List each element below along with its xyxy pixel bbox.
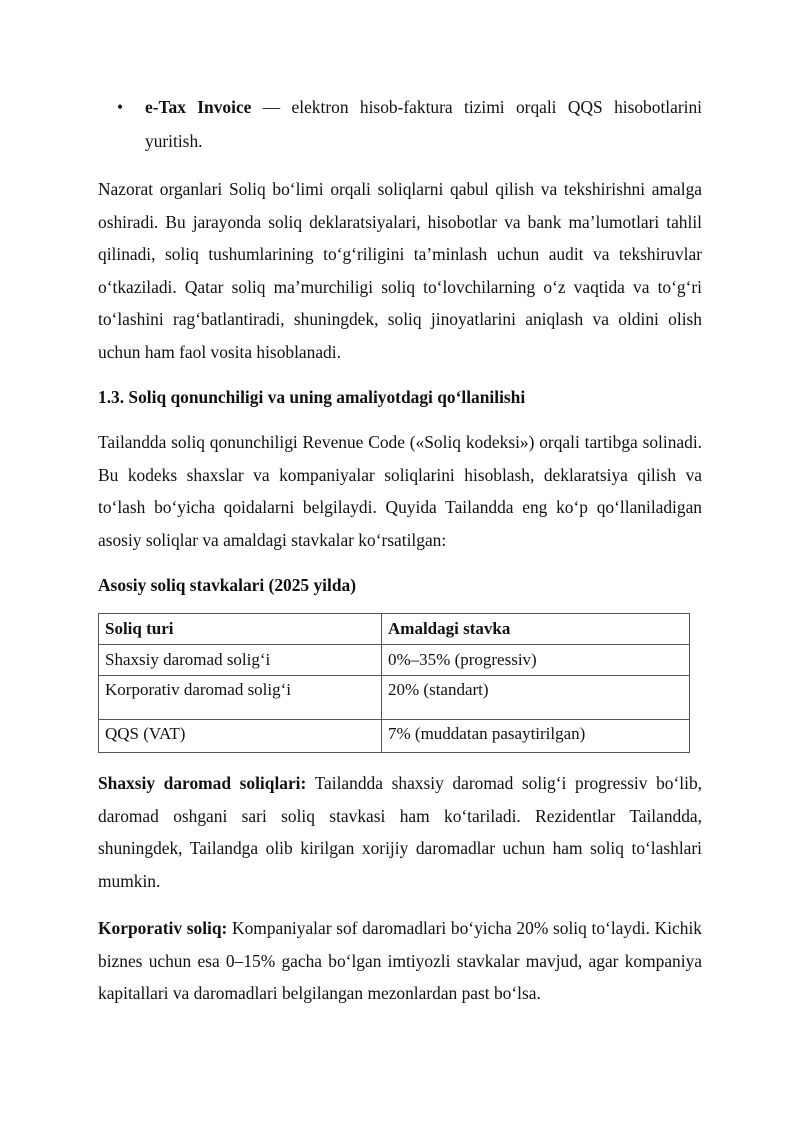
table-cell: Korporativ daromad solig‘i	[99, 676, 382, 720]
table-cell: 20% (standart)	[382, 676, 690, 720]
bullet-icon: •	[117, 97, 124, 117]
paragraph-personal-income	[98, 767, 702, 897]
table-cell: Shaxsiy daromad solig‘i	[99, 645, 382, 676]
table-title: Asosiy soliq stavkalari (2025 yilda)	[98, 575, 356, 595]
table-header-cell: Amaldagi stavka	[382, 614, 690, 645]
table-row	[99, 720, 690, 753]
paragraph-body: Tailandda shaxsiy daromad solig‘i progressiv bo‘lib, daromad oshgani sari soliq stavkasi ham ko‘tariladi. Rezidentlar Tailandda, shuningdek, Tailandga olib kirilgan xorijiy daromadlar uchun ham soliq to‘lashlari mumkin.	[98, 773, 702, 891]
paragraph-corporate-tax	[98, 912, 702, 1010]
table-cell: 7% (muddatan pasaytirilgan)	[382, 720, 690, 753]
paragraph-lead-term: Korporativ soliq:	[98, 918, 228, 938]
table-cell: QQS (VAT)	[99, 720, 382, 753]
table-row	[99, 645, 690, 676]
paragraph-revenue-code: Tailandda soliq qonunchiligi Revenue Code («Soliq kodeksi») orqali tartibga solinadi. Bu kodeks shaxslar va kompaniyalar soliqlarini hisoblash, deklaratsiya qilish va to‘lash bo‘yicha qoidalarni belgilaydi. Quyida Tailandda eng ko‘p qo‘llaniladigan asosiy soliqlar va amaldagi stavkalar ko‘rsatilgan:	[98, 432, 702, 550]
table-cell: 0%–35% (progressiv)	[382, 645, 690, 676]
bullet-term: e-Tax Invoice	[145, 97, 252, 117]
bullet-text: — elektron hisob-faktura tizimi orqali QQS hisobotlarini yuritish.	[145, 97, 702, 151]
paragraph-lead-term: Shaxsiy daromad soliqlari:	[98, 773, 307, 793]
tax-rates-table	[98, 613, 690, 753]
table-row	[99, 676, 690, 720]
section-heading: 1.3. Soliq qonunchiligi va uning amaliyotdagi qo‘llanilishi	[98, 387, 526, 407]
document-page	[98, 90, 702, 1010]
paragraph-nazorat: Nazorat organlari Soliq bo‘limi orqali soliqlarni qabul qilish va tekshirishni amalga oshiradi. Bu jarayonda soliq deklaratsiyalari, hisobotlar va bank ma’lumotlari tahlil qilinadi, soliq tushumlarining to‘g‘riligini ta’minlash uchun audit va tekshiruvlar o‘tkaziladi. Qatar soliq ma’murchiligi soliq to‘lovchilarning o‘z vaqtida va to‘g‘ri to‘lashini rag‘batlantiradi, shuningdek, soliq jinoyatlarini aniqlash va oldini olish uchun ham faol vosita hisoblanadi.	[98, 179, 702, 362]
table-header-cell: Soliq turi	[99, 614, 382, 645]
table-header-row	[99, 614, 690, 645]
bullet-item-etax	[98, 90, 702, 158]
paragraph-body: Kompaniyalar sof daromadlari bo‘yicha 20% soliq to‘laydi. Kichik biznes uchun esa 0–15% gacha bo‘lgan imtiyozli stavkalar mavjud, agar kompaniya kapitallari va daromadlari belgilangan mezonlardan past bo‘lsa.	[98, 918, 703, 1003]
